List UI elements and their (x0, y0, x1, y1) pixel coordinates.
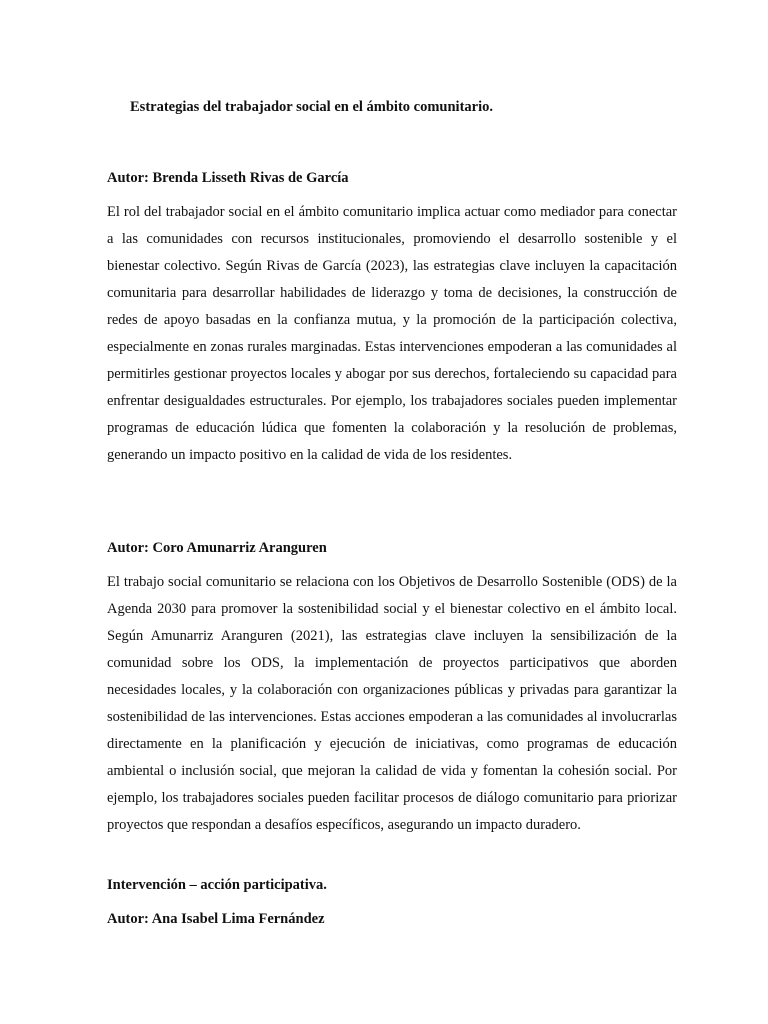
section2-author: Autor: Coro Amunarriz Aranguren (107, 540, 327, 556)
section1-author: Autor: Brenda Lisseth Rivas de García (107, 170, 349, 186)
section3-author: Autor: Ana Isabel Lima Fernández (107, 911, 325, 927)
document-title: Estrategias del trabajador social en el ámbito comunitario. (130, 99, 494, 115)
section3-heading: Intervención – acción participativa. (107, 877, 327, 893)
section2-body: El trabajo social comunitario se relaciona con los Objetivos de Desarrollo Sostenible (ODS) de la Agenda 2030 para promover la sostenibilidad social y el bienestar colectivo en el ámbito local. Según Amunarriz Aranguren (2021), las estrategias clave incluyen la sensibilización de la comunidad sobre los ODS, la implementación de proyectos participativos que aborden necesidades locales, y la colaboración con organizaciones públicas y privadas para garantizar la sostenibilidad de las intervenciones. Estas acciones empoderan a las comunidades al involucrarlas directamente en la planificación y ejecución de iniciativas, como programas de educación ambiental o inclusión social, que mejoran la calidad de vida y fomentan la cohesión social. Por ejemplo, los trabajadores sociales pueden facilitar procesos de diálogo comunitario para priorizar proyectos que respondan a desafíos específicos, asegurando un impacto duradero. (107, 574, 677, 833)
section1-body: El rol del trabajador social en el ámbito comunitario implica actuar como mediador para conectar a las comunidades con recursos institucionales, promoviendo el desarrollo sostenible y el bienestar colectivo. Según Rivas de García (2023), las estrategias clave incluyen la capacitación comunitaria para desarrollar habilidades de liderazgo y toma de decisiones, la construcción de redes de apoyo basadas en la confianza mutua, y la promoción de la participación colectiva, especialmente en zonas rurales marginadas. Estas intervenciones empoderan a las comunidades al permitirles gestionar proyectos locales y abogar por sus derechos, fortaleciendo su capacidad para enfrentar desigualdades estructurales. Por ejemplo, los trabajadores sociales pueden implementar programas de educación lúdica que fomenten la colaboración y la resolución de problemas, generando un impacto positivo en la calidad de vida de los residentes. (107, 204, 677, 463)
